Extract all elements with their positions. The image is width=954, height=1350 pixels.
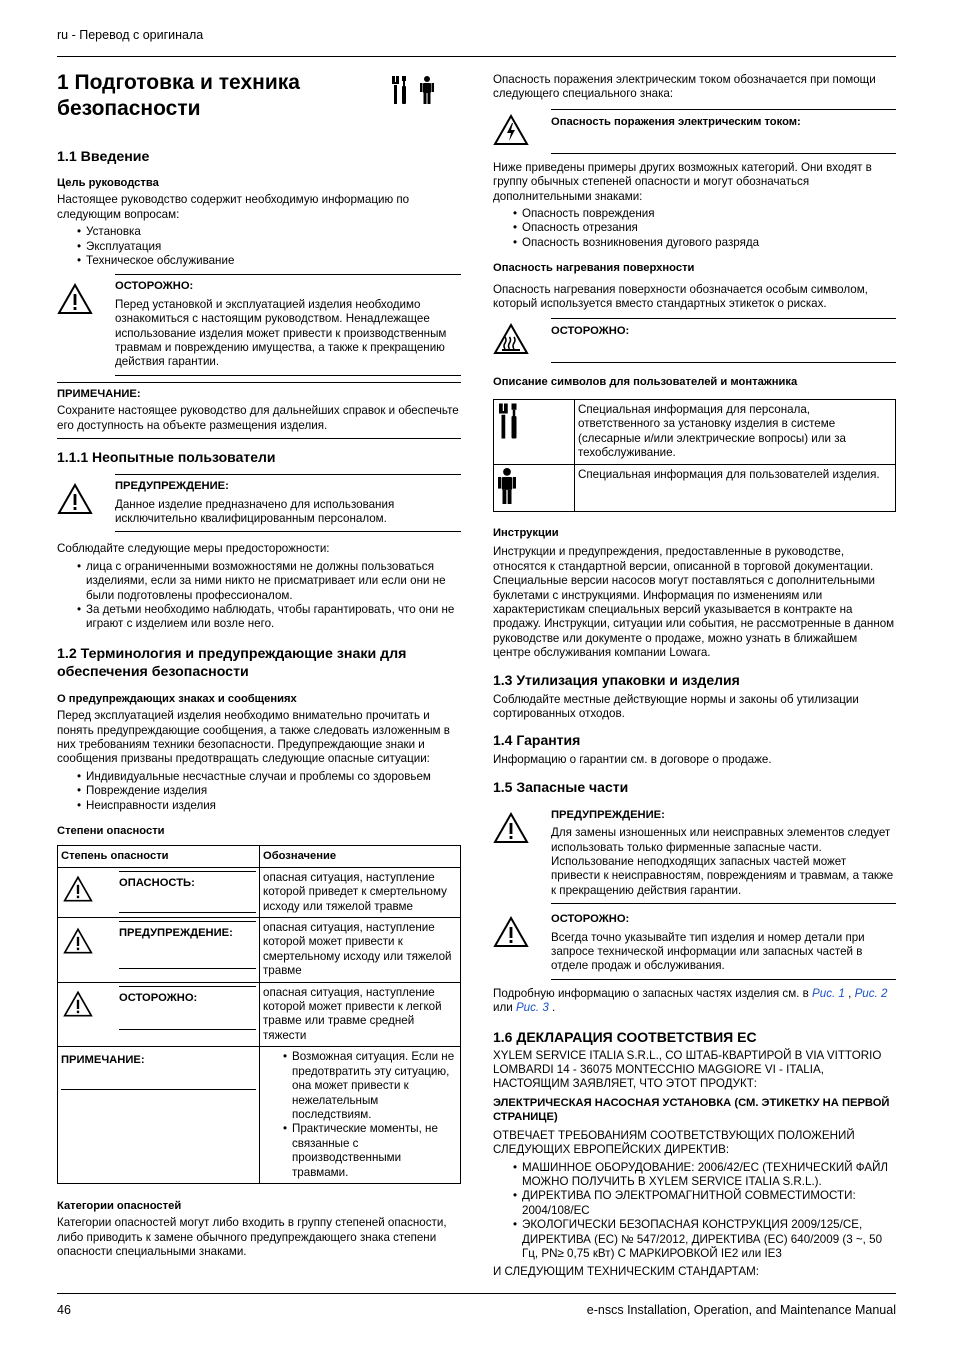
electric-hazard-label: Опасность поражения электрическим током: — [551, 115, 801, 128]
section-title-1-1-1: 1.1.1 Неопытные пользователи — [57, 449, 276, 466]
list-item: • Техническое обслуживание — [86, 254, 461, 268]
warning-triangle-icon — [63, 927, 93, 955]
right-column — [493, 73, 896, 1280]
warning-label: ПРЕДУПРЕЖДЕНИЕ: — [119, 927, 233, 940]
hazards-list — [57, 770, 461, 813]
warning-box — [551, 804, 896, 904]
electric-intro: Опасность поражения электрическим током обозначается при помощи следующего специального знака: — [493, 73, 876, 101]
electric-hazard-icon — [493, 114, 529, 146]
declaration-company: XYLEM SERVICE ITALIA S.R.L., СО ШТАБ-КВАРТИРОЙ В VIA VITTORIO LOMBARDI 14 - 36075 MONTECCHIO MAGGIORE VI - ITALIA, НАСТОЯЩИМ ЗАЯВЛЯЕТ, ЧТО ЭТОТ ПРОДУКТ: — [493, 1048, 882, 1091]
list-item: • Установка — [86, 225, 461, 239]
warning-box — [115, 474, 461, 532]
list-item: • Повреждение изделия — [86, 784, 461, 798]
precautions-list — [57, 560, 461, 632]
precautions-intro: Соблюдайте следующие меры предосторожности: — [57, 542, 330, 556]
chapter-title-line2: безопасности — [57, 97, 201, 120]
warning-triangle-icon — [57, 483, 93, 515]
note-label: ПРИМЕЧАНИЕ: — [57, 387, 141, 400]
purpose-heading: Цель руководства — [57, 177, 159, 189]
note-text: Сохраните настоящее руководство для дальнейших справок и обеспечьте его доступность на объекте размещения изделия. — [57, 404, 459, 432]
purpose-list — [57, 225, 461, 268]
person-icon — [420, 76, 434, 104]
electric-hazard-box — [551, 109, 896, 154]
warning-label: ПРЕДУПРЕЖДЕНИЕ: — [551, 808, 665, 821]
table-row — [58, 982, 461, 1047]
list-item: • Опасность возникновения дугового разряда — [522, 236, 896, 250]
list-item: • Неисправности изделия — [86, 799, 461, 813]
reference-separator: или — [493, 1001, 516, 1015]
user-symbol-description: Специальная информация для пользователей изделия. — [575, 464, 896, 511]
list-item: • Эксплуатация — [86, 240, 461, 254]
caution-label: ОСТОРОЖНО: — [115, 280, 194, 293]
caution-box — [551, 908, 896, 980]
declaration-standards: И СЛЕДУЮЩИМ ТЕХНИЧЕСКИМ СТАНДАРТАМ: — [493, 1265, 759, 1279]
list-item: • Практические моменты, не связанные с производственными травмами. — [292, 1122, 457, 1180]
warning-triangle-icon — [63, 990, 93, 1018]
other-categories-intro: Ниже приведены примеры других возможных категорий. Они входят в группу обычных степеней опасности и могут обозначаться дополнительными знаками: — [493, 160, 872, 203]
left-column — [57, 70, 461, 1260]
person-icon — [498, 468, 516, 504]
reference-prefix: Подробную информацию о запасных частях изделия см. в — [493, 986, 813, 1000]
directives-list — [493, 1161, 896, 1262]
tools-icon — [392, 76, 408, 104]
table-row — [494, 399, 896, 464]
reference-separator: , — [844, 986, 855, 1000]
list-item: • Опасность повреждения — [522, 207, 896, 221]
caution-label: ОСТОРОЖНО: — [119, 991, 198, 1004]
table-row — [58, 1047, 461, 1184]
hazard-levels-table — [57, 845, 461, 1184]
warning-triangle-icon — [493, 812, 529, 844]
figure-3-link[interactable]: Рис. 3 — [515, 1001, 549, 1015]
table-row — [58, 867, 461, 917]
list-item: • лица с ограниченными возможностями не должны пользоваться изделиями, если за ними никто не присматривает или если они не были подготовлены профессионалом. — [86, 560, 461, 603]
warning-description: опасная ситуация, наступление которой может привести к смертельному исходу или тяжелой травме — [260, 918, 461, 983]
instructions-heading: Инструкции — [493, 526, 559, 539]
section-title-1-5: 1.5 Запасные части — [493, 778, 629, 795]
chapter-heading — [57, 70, 461, 134]
symbols-heading: Описание символов для пользователей и монтажника — [493, 376, 798, 389]
list-item: • Опасность отрезания — [522, 221, 896, 235]
purpose-text: Настоящее руководство содержит необходимую информацию по следующим вопросам: — [57, 193, 410, 221]
hot-surface-label: ОСТОРОЖНО: — [551, 325, 630, 338]
signs-heading: О предупреждающих знаках и сообщениях — [57, 692, 297, 705]
other-categories-list — [493, 207, 896, 250]
figure-2-link[interactable]: Рис. 2 — [854, 986, 888, 1000]
table-row — [58, 918, 461, 983]
chapter-title-line1: 1 Подготовка и техника — [57, 71, 300, 94]
section-title-1-2: 1.2 Терминология и предупреждающие знаки для обеспечения безопасности — [57, 645, 407, 680]
manual-title: e-nscs Installation, Operation, and Maintenance Manual — [586, 1303, 896, 1317]
hot-surface-box — [551, 318, 896, 363]
symbols-table — [493, 399, 896, 512]
list-item: • ЭКОЛОГИЧЕСКИ БЕЗОПАСНАЯ КОНСТРУКЦИЯ 2009/125/CE, ДИРЕКТИВА (ЕС) № 547/2012, ДИРЕКТИВА (ЕС) 640/2009 (3 ~, 50 Гц, PN≥ 0,75 кВт) С МАРКИРОВКОЙ IE2 или IE3 — [522, 1218, 896, 1261]
list-item: • Возможная ситуация. Если не предотвратить эту ситуацию, она может привести к нежелательным последствиям. — [292, 1050, 457, 1122]
caution-label: ОСТОРОЖНО: — [551, 913, 630, 926]
section-title-1-6: 1.6 ДЕКЛАРАЦИЯ СООТВЕТСТВИЯ ЕС — [493, 1028, 757, 1045]
caution-text: Всегда точно указывайте тип изделия и номер детали при запросе технической информации или запасных частей в отделе продаж и обслуживания. — [551, 930, 865, 973]
warranty-text: Информацию о гарантии см. в договоре о продаже. — [493, 753, 772, 767]
caution-box — [115, 274, 461, 375]
table-header-meaning: Обозначение — [260, 846, 461, 867]
installer-symbol-description: Специальная информация для персонала, ответственного за установку изделия в системе (слесарные и/или электрические вопросы) или за техобслуживание. — [575, 399, 896, 464]
note-box — [57, 382, 461, 439]
warning-triangle-icon — [57, 283, 93, 315]
list-item: • ДИРЕКТИВА ПО ЭЛЕКТРОМАГНИТНОЙ СОВМЕСТИМОСТИ: 2004/108/EC — [522, 1189, 896, 1218]
warning-label: ПРЕДУПРЕЖДЕНИЕ: — [115, 480, 229, 493]
hot-surface-icon — [493, 323, 529, 355]
instructions-text: Инструкции и предупреждения, предоставленные в руководстве, относятся к стандартной версии, описанной в торговой документации. Специальные версии насосов могут поставляться с дополнительными буклетами с инструкциями. Информация по изменениям или характеристикам специальных версий указывается в контракте на продажу. Инструкции, ситуации или события, не рассмотренные в данном руководстве или документе о продаже, можно узнать в ближайшем центре обслуживания компании Lowara. — [493, 545, 895, 660]
danger-description: опасная ситуация, наступление которой приведет к смертельному исходу или тяжелой травме — [260, 867, 461, 917]
caution-text: Перед установкой и эксплуатацией изделия необходимо ознакомиться с настоящим руководством. Ненадлежащее использование изделия может привести к производственным травмам и повреждению имущества, а также к прекращению действия гарантии. — [115, 297, 447, 369]
list-item: • За детьми необходимо наблюдать, чтобы гарантировать, что они не играют с изделием или возле него. — [86, 603, 461, 632]
page-number: 46 — [57, 1303, 71, 1317]
heat-text: Опасность нагревания поверхности обозначается особым символом, который используется вместо стандартных этикеток о рисках. — [493, 282, 868, 311]
section-title-1-1: 1.1 Введение — [57, 149, 150, 165]
caution-description: опасная ситуация, наступление которой может привести к легкой травме или травме средней тяжести — [260, 982, 461, 1047]
spare-parts-reference — [493, 987, 896, 1016]
note-label: ПРИМЕЧАНИЕ: — [61, 1054, 145, 1067]
disposal-text: Соблюдайте местные действующие нормы и законы об утилизации сортированных отходов. — [493, 692, 859, 720]
header-language: ru - Перевод с оригинала — [57, 28, 204, 42]
levels-heading: Степени опасности — [57, 825, 165, 837]
warning-text: Данное изделие предназначено для использования исключительно квалифицированным персоналом. — [115, 497, 395, 525]
figure-1-link[interactable]: Рис. 1 — [812, 986, 845, 1000]
heat-heading: Опасность нагревания поверхности — [493, 262, 695, 275]
danger-label: ОПАСНОСТЬ: — [119, 876, 195, 889]
warning-triangle-icon — [493, 916, 529, 948]
table-row — [494, 464, 896, 511]
section-title-1-4: 1.4 Гарантия — [493, 732, 581, 749]
tools-icon — [499, 403, 519, 439]
list-item: • МАШИННОЕ ОБОРУДОВАНИЕ: 2006/42/EC (ТЕХНИЧЕСКИЙ ФАЙЛ МОЖНО ПОЛУЧИТЬ В XYLEM SERVICE ITALIA S.R.L.). — [522, 1161, 896, 1190]
warning-text: Для замены изношенных или неисправных элементов следует использовать только фирменные запасные части. Использование неподходящих запасных частей может привести к неисправностям, повреждениям и травмам, а также к прекращению действия гарантии. — [551, 826, 894, 897]
reference-end: . — [548, 1001, 556, 1015]
bottom-rule — [57, 1293, 896, 1294]
list-item: • Индивидуальные несчастные случаи и проблемы со здоровьем — [86, 770, 461, 784]
table-header-level: Степень опасности — [58, 846, 260, 867]
warning-triangle-icon — [63, 875, 93, 903]
top-rule — [57, 56, 896, 57]
declaration-complies: ОТВЕЧАЕТ ТРЕБОВАНИЯМ СООТВЕТСТВУЮЩИХ ПОЛОЖЕНИЙ СЛЕДУЮЩИХ ЕВРОПЕЙСКИХ ДИРЕКТИВ: — [493, 1128, 855, 1157]
declaration-product: ЭЛЕКТРИЧЕСКАЯ НАСОСНАЯ УСТАНОВКА (СМ. ЭТИКЕТКУ НА ПЕРВОЙ СТРАНИЦЕ) — [493, 1096, 890, 1124]
signs-text: Перед эксплуатацией изделия необходимо внимательно прочитать и понять предупреждающие сообщения, а также следовать изложенным в них требованиям техники безопасности. Предупреждающие знаки и сообщения призваны предотвращать следующие опасные ситуации: — [57, 709, 450, 766]
categories-heading: Категории опасностей — [57, 1199, 182, 1212]
categories-text: Категории опасностей могут либо входить в группу степеней опасности, либо приводить к замене обычного предупреждающего знака степени опасности специальными знаками. — [57, 1216, 447, 1259]
section-title-1-3: 1.3 Утилизация упаковки и изделия — [493, 671, 740, 688]
